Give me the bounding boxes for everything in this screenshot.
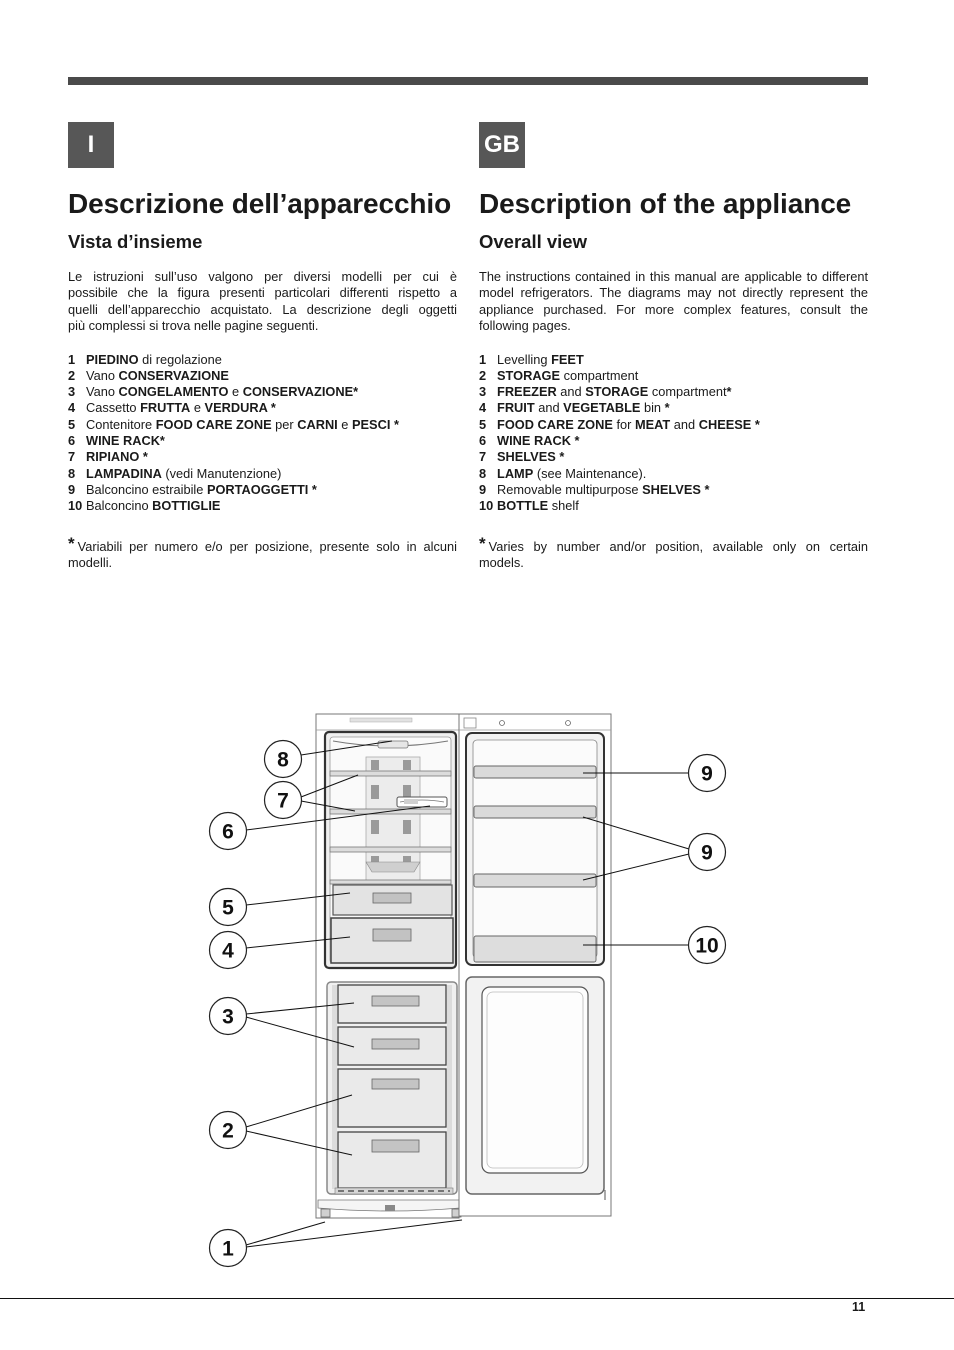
parts-list [68,352,457,515]
intro-paragraph [479,269,868,334]
list-item [68,368,457,384]
item-number: 7 [68,449,76,465]
list-item [479,400,868,416]
column-italian [68,0,457,600]
item-keyword: WINE RACK* [86,432,165,448]
item-keyword: STORAGE [585,384,649,400]
intro-line: quelli dell’apparecchio acquistato. La descrizione degli oggetti [68,301,457,317]
item-text-part: bin [640,400,665,416]
footnote [68,534,457,572]
item-text [497,352,584,368]
shelf [330,847,451,852]
callout-label: 3 [222,1005,234,1029]
item-keyword: SHELVES * [497,449,565,465]
item-keyword: LAMP [497,465,534,481]
list-item [68,466,457,482]
callout-label: 4 [222,939,234,963]
intro-line: model refrigerators. The diagrams may not directly represent the [479,285,868,301]
item-number: 2 [68,367,76,383]
intro-line: più complessi si trova nelle pagine seguenti. [68,317,319,333]
item-text [86,482,317,498]
callout-2 [210,1112,247,1149]
item-number: 3 [479,384,487,400]
item-number: 9 [68,481,76,497]
freezer-drawer [338,1069,446,1127]
callout-3 [210,998,247,1035]
callout-label: 1 [222,1237,234,1261]
callout-label: 8 [277,748,289,772]
list-item [68,400,457,416]
list-item [479,352,868,368]
callout-label: 9 [701,762,713,786]
item-text-part: e [228,384,243,400]
footnote-line [68,534,457,555]
callout-6 [210,813,247,850]
item-text [497,384,731,400]
freezer-drawer [338,1027,446,1065]
wine-rack [397,797,447,807]
callout-1 [210,1230,247,1267]
list-item [68,449,457,465]
item-text-part: and [670,416,699,432]
parts-list [479,352,868,515]
item-keyword: FOOD CARE ZONE [497,416,613,432]
callout-9-top [689,755,726,792]
item-text-part: Removable multipurpose [497,481,643,497]
item-text-part: e [337,416,352,432]
list-item [68,482,457,498]
item-keyword: WINE RACK * [497,432,580,448]
item-text-part: Balconcino estraibile [86,481,207,497]
item-text-part: for [612,416,635,432]
item-text [497,368,638,384]
column-english [479,0,868,600]
item-text-part: Cassetto [86,400,141,416]
item-text-part: di regolazione [138,351,222,367]
item-number: 8 [479,465,487,481]
item-number: 8 [68,465,76,481]
item-keyword: PESCI * [351,416,399,432]
item-text-part: Vano [86,367,119,383]
callout-7 [265,782,302,819]
section-subtitle: Overall view [479,231,587,252]
item-text [497,466,646,482]
item-number: 9 [479,481,487,497]
item-text-part: and [556,384,586,400]
page-number: 11 [852,1300,866,1314]
item-text [497,417,760,433]
item-number: 10 [68,498,83,514]
item-text-part: compartment [648,384,727,400]
callout-label: 2 [222,1119,234,1143]
callout-label: 5 [222,896,234,920]
callout-9-middle [689,834,726,871]
item-text [86,498,220,514]
item-text-part: Balconcino [86,498,153,514]
item-keyword: VERDURA * [204,400,276,416]
footnote-line [479,555,868,571]
callout-10 [689,927,726,964]
intro-line: possibile che la figura presenti particolari differenti rispetto a [68,285,457,301]
footnote-text: models. [479,555,524,571]
item-keyword: RIPIANO * [86,449,148,465]
item-number: 1 [68,351,76,367]
item-text-part: e [190,400,205,416]
item-keyword: CHEESE * [698,416,760,432]
item-keyword: FRUIT [497,400,535,416]
item-number: 6 [479,432,487,448]
section-subtitle: Vista d’insieme [68,231,203,252]
callout-label: 10 [695,934,719,958]
item-keyword: * [664,400,670,416]
section-title: Description of the appliance [479,188,852,219]
item-text-part: compartment [560,367,639,383]
item-keyword: LAMPADINA [86,465,162,481]
item-text [497,400,670,416]
item-number: 10 [479,498,494,514]
item-text-part: per [271,416,298,432]
item-text-part: and [534,400,564,416]
item-number: 4 [68,400,76,416]
item-text-part: Vano [86,384,119,400]
item-number: 3 [68,384,76,400]
list-item [479,368,868,384]
item-keyword: FOOD CARE ZONE [155,416,272,432]
footnote-text: Variabili per numero e/o per posizione, presente solo in alcuni [77,539,457,554]
list-item [68,352,457,368]
item-keyword: SHELVES * [642,481,710,497]
freezer-drawers [335,985,453,1194]
item-keyword: PIEDINO [86,351,139,367]
item-keyword: MEAT [634,416,671,432]
list-item [479,449,868,465]
footnote-text: Varies by number and/or position, available only on certain [488,539,868,554]
item-number: 4 [479,400,487,416]
freezer-drawer [338,1132,446,1188]
appliance-diagram [190,700,750,1280]
section-title: Descrizione dell’apparecchio [68,188,452,219]
item-keyword: PORTAOGGETTI * [206,481,317,497]
item-keyword: BOTTIGLIE [152,498,221,514]
item-text [86,368,229,384]
shelf [330,880,451,884]
item-keyword: * [726,384,732,400]
footnote-star: * [68,534,75,553]
footnote [479,534,868,572]
item-text-part: Contenitore [86,416,156,432]
item-text-part: (see Maintenance). [533,465,647,481]
intro-line: following pages. [479,317,571,333]
item-text [86,400,276,416]
item-text-part: (vedi Manutenzione) [161,465,282,481]
footnote-line [68,555,457,571]
callout-label: 6 [222,820,234,844]
list-item [68,498,457,514]
footnote-text: modelli. [68,555,113,571]
item-keyword: CARNI [297,416,338,432]
callout-label: 7 [277,789,289,813]
item-text-part: shelf [548,498,579,514]
intro-line: The instructions contained in this manual are applicable to different [479,269,868,284]
item-keyword: BOTTLE [497,498,549,514]
intro-line: appliance purchased. For more complex features, consult the [479,301,868,317]
item-text [497,433,579,449]
item-number: 2 [479,367,487,383]
item-text-part: Levelling [497,351,552,367]
food-care-zone-drawer [333,885,452,915]
item-keyword: FREEZER [497,384,557,400]
callout-label: 9 [701,841,713,865]
item-number: 5 [479,416,487,432]
door-shelf [474,766,596,778]
item-keyword: CONSERVAZIONE* [242,384,359,400]
list-item [68,433,457,449]
callout-8 [265,741,302,778]
item-keyword: FEET [551,351,584,367]
item-number: 5 [68,416,76,432]
item-number: 7 [479,449,487,465]
footnote-line [479,534,868,555]
bottle-shelf [474,936,596,962]
list-item [479,384,868,400]
footnote-star: * [479,534,486,553]
item-text [86,433,165,449]
freezer-drawer [338,985,446,1023]
item-text [86,466,281,482]
language-badge-it: I [68,122,114,168]
list-item [479,466,868,482]
fruit-vegetable-drawer [331,918,453,963]
list-item [479,433,868,449]
item-text [497,498,579,514]
item-keyword: VEGETABLE [563,400,641,416]
callout-4 [210,932,247,969]
bottom-rule [0,1298,954,1299]
shelf [330,771,451,776]
list-item [479,417,868,433]
door-shelf [474,874,596,887]
list-item [479,482,868,498]
item-text [86,352,222,368]
item-keyword: CONSERVAZIONE [118,367,229,383]
intro-line: Le istruzioni sull’uso valgono per diversi modelli per cui è [68,269,457,284]
intro-paragraph [68,269,457,334]
list-item [479,498,868,514]
item-text [497,482,709,498]
door-shelf [474,806,596,818]
item-text [86,417,399,433]
item-text [86,449,148,465]
item-text [497,449,564,465]
language-badge-gb: GB [479,122,525,168]
list-item [68,417,457,433]
item-keyword: CONGELAMENTO [118,384,229,400]
item-number: 1 [479,351,487,367]
callout-5 [210,889,247,926]
item-number: 6 [68,432,76,448]
list-item [68,384,457,400]
lower-door-liner [466,977,604,1194]
item-keyword: FRUTTA [140,400,191,416]
item-text [86,384,358,400]
item-keyword: STORAGE [497,367,561,383]
